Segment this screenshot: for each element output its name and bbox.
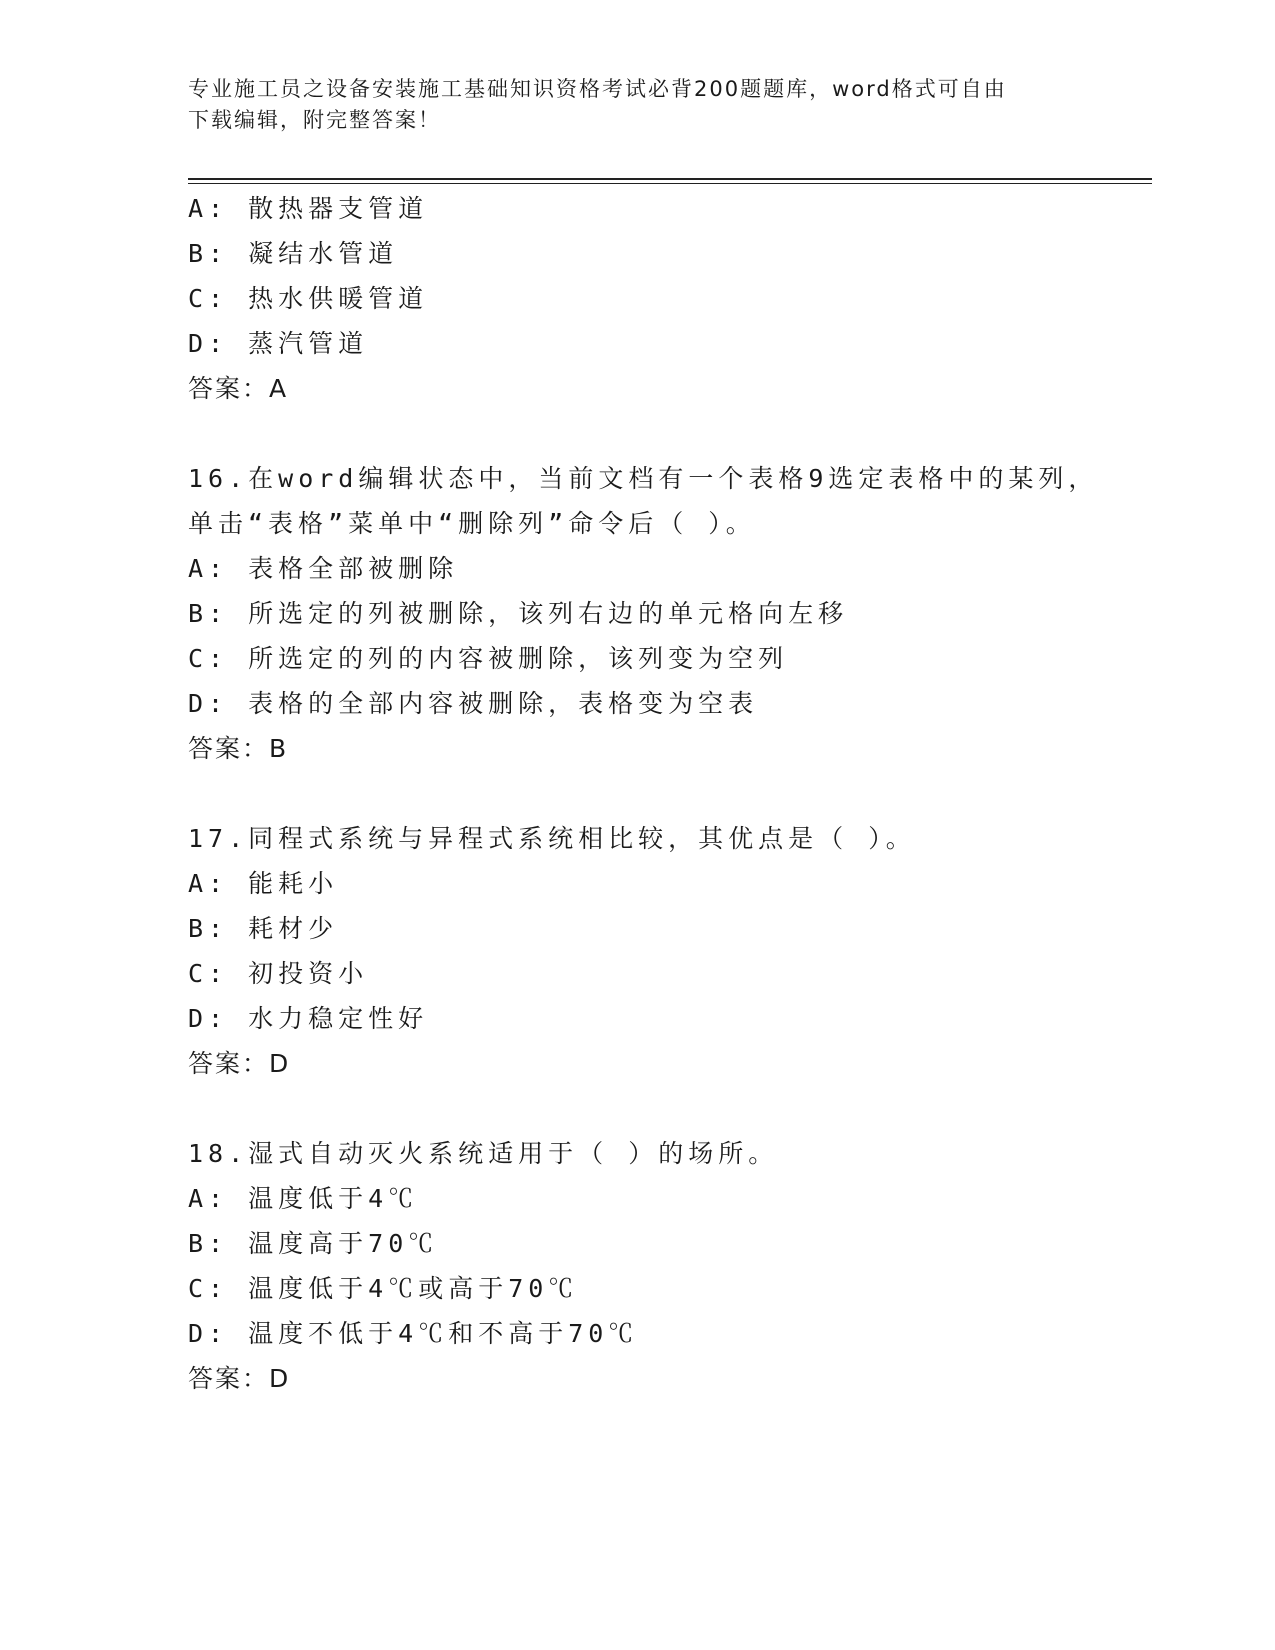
q15-option-c: C: 热水供暖管道 [188, 284, 429, 313]
q16-stem-line-2: 单击“表格”菜单中“删除列”命令后（ ）。 [188, 509, 756, 538]
q15-option-a: A: 散热器支管道 [188, 194, 429, 223]
q16-option-c: C: 所选定的列的内容被删除，该列变为空列 [188, 644, 789, 673]
q17-answer: 答案：D [188, 1049, 291, 1078]
document-header [188, 74, 1088, 136]
q17-option-a: A: 能耗小 [188, 869, 339, 898]
header-rule-thin [188, 183, 1152, 184]
header-line-1: 专业施工员之设备安装施工基础知识资格考试必背200题题库，word格式可自由 [188, 77, 1007, 101]
q17-stem: 17.同程式系统与异程式系统相比较，其优点是（ ）。 [188, 824, 916, 853]
q18-answer: 答案：D [188, 1364, 291, 1393]
q17-option-b: B: 耗材少 [188, 914, 339, 943]
header-rule-thick [188, 178, 1152, 180]
q16-option-a: A: 表格全部被删除 [188, 554, 459, 583]
q15-answer: 答案：A [188, 374, 289, 403]
q16-option-b: B: 所选定的列被删除，该列右边的单元格向左移 [188, 599, 849, 628]
q16-option-d: D: 表格的全部内容被删除，表格变为空表 [188, 689, 759, 718]
q17-option-c: C: 初投资小 [188, 959, 369, 988]
header-line-2: 下载编辑，附完整答案！ [188, 108, 441, 132]
q18-option-a: A: 温度低于4℃ [188, 1184, 419, 1213]
q18-option-b: B: 温度高于70℃ [188, 1229, 439, 1258]
q18-stem: 18.湿式自动灭火系统适用于（ ）的场所。 [188, 1139, 779, 1168]
q18-option-c: C: 温度低于4℃或高于70℃ [188, 1274, 579, 1303]
q15-option-b: B: 凝结水管道 [188, 239, 399, 268]
q15-option-d: D: 蒸汽管道 [188, 329, 369, 358]
q17-option-d: D: 水力稳定性好 [188, 1004, 429, 1033]
q18-option-d: D: 温度不低于4℃和不高于70℃ [188, 1319, 639, 1348]
q16-answer: 答案：B [188, 734, 289, 763]
q16-stem-line-1: 16.在word编辑状态中，当前文档有一个表格9选定表格中的某列， [188, 464, 1099, 493]
